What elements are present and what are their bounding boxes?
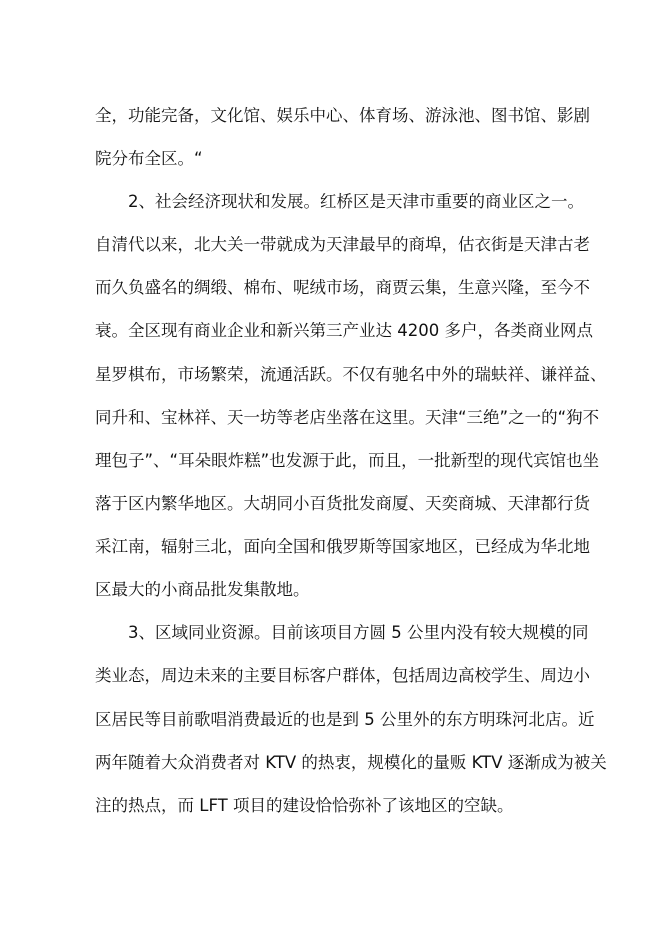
paragraph-line: 类业态，周边未来的主要目标客户群体，包括周边高校学生、周边小 bbox=[95, 666, 590, 685]
paragraph-line: 落于区内繁华地区。大胡同小百货批发商厦、天奕商城、天津都行货 bbox=[95, 494, 590, 513]
paragraph-line: 院分布全区。“ bbox=[95, 149, 203, 168]
paragraph-line: 同升和、宝林祥、天一坊等老店坐落在这里。天津“三绝”之一的“狗不 bbox=[95, 408, 600, 427]
paragraph-line: 注的热点，而 LFT 项目的建设恰恰弥补了该地区的空缺。 bbox=[95, 796, 514, 815]
paragraph-line: 两年随着大众消费者对 KTV 的热衷，规模化的量贩 KTV 逐渐成为被关 bbox=[95, 753, 607, 772]
paragraph-line: 2、社会经济现状和发展。红桥区是天津市重要的商业区之一。 bbox=[128, 192, 584, 211]
paragraph-line: 衰。全区现有商业企业和新兴第三产业达 4200 多户，各类商业网点 bbox=[95, 321, 593, 340]
paragraph-line: 星罗棋布，市场繁荣，流通活跃。不仅有驰名中外的瑞蚨祥、谦祥益、 bbox=[95, 365, 607, 384]
paragraph-line: 区最大的小商品批发集散地。 bbox=[95, 580, 310, 599]
paragraph-line: 而久负盛名的绸缎、棉布、呢绒市场，商贾云集，生意兴隆，至今不 bbox=[95, 278, 590, 297]
paragraph-line: 理包子”、“耳朵眼炸糕”也发源于此，而且，一批新型的现代宾馆也坐 bbox=[95, 451, 600, 470]
paragraph-line: 自清代以来，北大关一带就成为天津最早的商埠，估衣街是天津古老 bbox=[95, 235, 590, 254]
paragraph-line: 区居民等目前歌唱消费最近的也是到 5 公里外的东方明珠河北店。近 bbox=[95, 710, 595, 729]
paragraph-line: 全，功能完备，文化馆、娱乐中心、体育场、游泳池、图书馆、影剧 bbox=[95, 106, 590, 125]
paragraph-line: 3、区域同业资源。目前该项目方圆 5 公里内没有较大规模的同 bbox=[128, 623, 589, 642]
paragraph-line: 采江南，辐射三北，面向全国和俄罗斯等国家地区，已经成为华北地 bbox=[95, 537, 590, 556]
